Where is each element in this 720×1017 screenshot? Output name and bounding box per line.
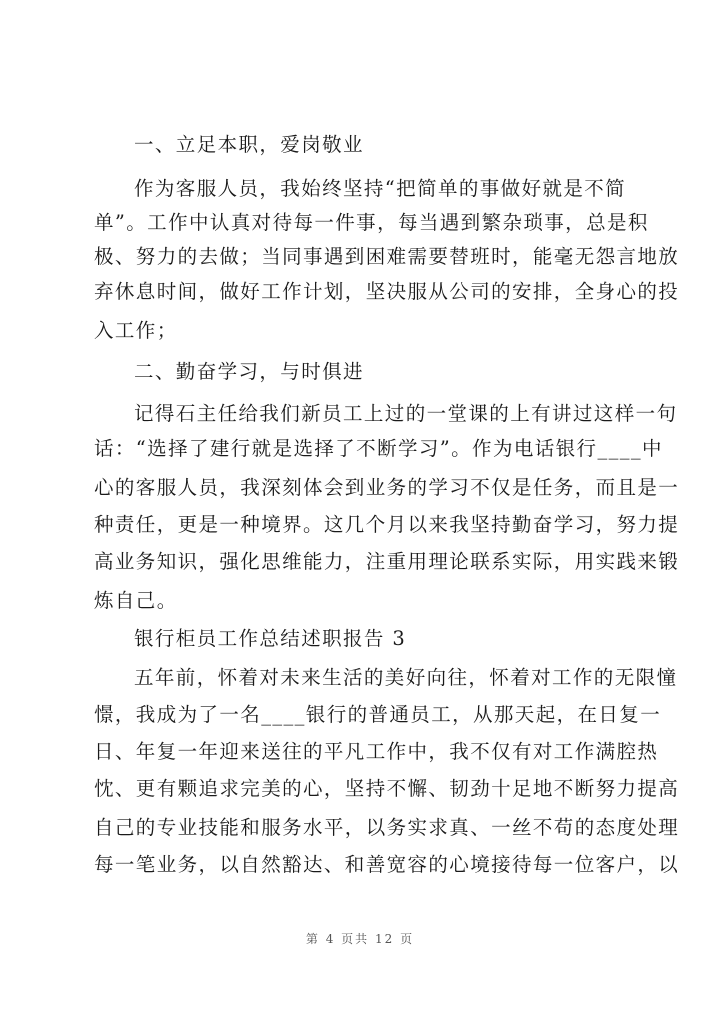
paragraph-line: 作为客服人员，我始终坚持“把简单的事做好就是不简 [134,177,627,200]
paragraph-line: 记得石主任给我们新员工上过的一堂课的上有讲过这样一句 [134,402,678,425]
section-heading: 一、立足本职，爱岗敬业 [134,133,364,156]
paragraph-line: 每一笔业务，以自然豁达、和善宽容的心境接待每一位客户，以 [94,853,680,876]
paragraph-line: 话：“选择了建行就是选择了不断学习”。作为电话银行____中 [94,437,663,460]
paragraph-line: 入工作； [94,319,178,342]
paragraph-line: 炼自己。 [94,589,178,612]
paragraph-line: 种责任，更是一种境界。这几个月以来我坚持勤奋学习，努力提 [94,513,680,536]
paragraph-line: 心的客服人员，我深刻体会到业务的学习不仅是任务，而且是一 [94,476,680,499]
paragraph-line: 忱、更有颗追求完美的心，坚持不懈、韧劲十足地不断努力提高 [94,777,680,800]
paragraph-line: 日、年复一年迎来送往的平凡工作中，我不仅有对工作满腔热 [94,740,659,763]
paragraph-line: 五年前，怀着对未来生活的美好向往，怀着对工作的无限憧 [134,666,678,689]
page-number-footer: 第 4 页共 12 页 [305,932,415,946]
paragraph-line: 极、努力的去做；当同事遇到困难需要替班时，能毫无怨言地放 [94,245,680,268]
paragraph-line: 憬，我成为了一名____银行的普通员工，从那天起，在日复一 [94,703,662,726]
section-heading: 二、勤奋学习，与时俱进 [134,360,364,383]
paragraph-line: 单”。工作中认真对待每一件事，每当遇到繁杂琐事，总是积 [94,211,649,234]
paragraph-line: 高业务知识，强化思维能力，注重用理论联系实际，用实践来锻 [94,550,680,573]
paragraph-line: 自己的专业技能和服务水平，以务实求真、一丝不苟的态度处理 [94,816,680,839]
paragraph-line: 弃休息时间，做好工作计划，坚决服从公司的安排，全身心的投 [94,280,680,303]
report-title: 银行柜员工作总结述职报告 3 [134,627,407,650]
